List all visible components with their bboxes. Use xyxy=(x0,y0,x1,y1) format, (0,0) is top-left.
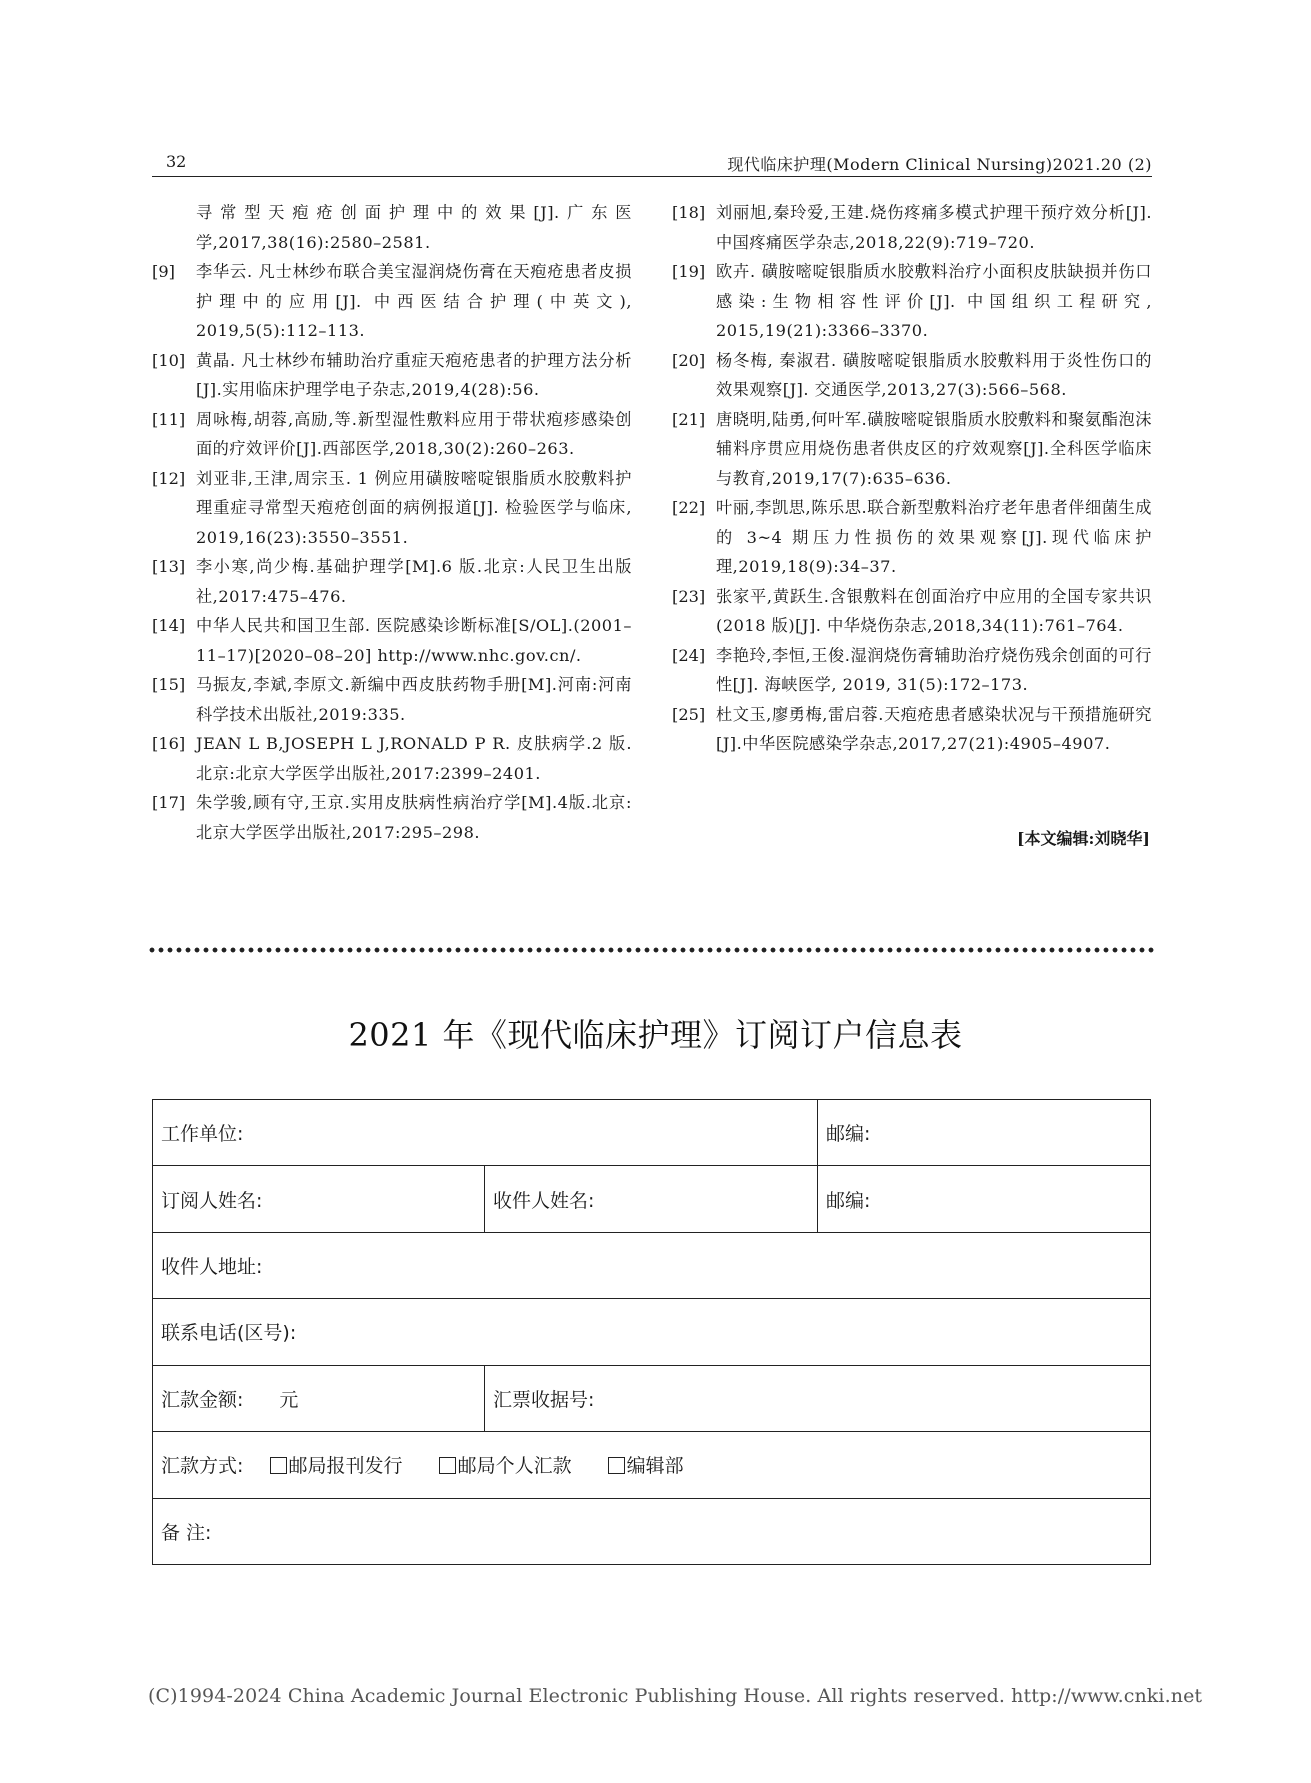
checkbox-icon[interactable] xyxy=(608,1457,625,1474)
references-right-column xyxy=(672,198,1152,759)
reference-number: [15] xyxy=(152,675,186,694)
form-row-remarks xyxy=(153,1498,1151,1564)
reference-text: 刘亚非,王津,周宗玉. 1 例应用磺胺嘧啶银脂质水胶敷料护理重症寻常型天疱疮创面的病例报道[J]. 检验医学与临床, 2019,16(23):3550–3551. xyxy=(196,468,632,547)
reference-number: [18] xyxy=(672,203,706,222)
reference-item xyxy=(152,611,632,670)
reference-text: 唐晓明,陆勇,何叶军.磺胺嘧啶银脂质水胶敷料和聚氨酯泡沫辅料序贯应用烧伤患者供皮区的疗效观察[J].全科医学临床与教育,2019,17(7):635–636. xyxy=(716,409,1152,488)
reference-item xyxy=(152,257,632,346)
reference-item: 寻常型天疱疮创面护理中的效果[J].广东医学,2017,38(16):2580–2581. xyxy=(196,203,632,252)
reference-text: 李艳玲,李恒,王俊.湿润烧伤膏辅助治疗烧伤残余创面的可行性[J]. 海峡医学, 2019, 31(5):172–173. xyxy=(716,645,1152,694)
copyright-footer: (C)1994-2024 China Academic Journal Electronic Publishing House. All rights reserved. http://www.cnki.net xyxy=(148,1685,1203,1707)
checkbox-icon[interactable] xyxy=(439,1457,456,1474)
reference-item xyxy=(672,405,1152,494)
reference-item xyxy=(672,700,1152,759)
reference-item xyxy=(152,788,632,847)
recipient-address-field[interactable]: 收件人地址: xyxy=(153,1232,1151,1298)
reference-item xyxy=(672,582,1152,641)
reference-number: [14] xyxy=(152,616,186,635)
reference-item xyxy=(152,670,632,729)
page-number: 32 xyxy=(166,152,187,171)
reference-item xyxy=(672,346,1152,405)
reference-text: 叶丽,李凯思,陈乐思.联合新型敷料治疗老年患者伴细菌生成的 3~4 期压力性损伤的效果观察[J].现代临床护理,2019,18(9):34–37. xyxy=(716,498,1152,576)
postcode-field-2[interactable]: 邮编: xyxy=(818,1166,1151,1232)
reference-number: [20] xyxy=(672,350,706,370)
phone-field[interactable]: 联系电话(区号): xyxy=(153,1299,1151,1365)
reference-number: [12] xyxy=(152,468,186,488)
reference-text: 张家平,黄跃生.含银敷料在创面治疗中应用的全国专家共识 (2018 版)[J]. 中华烧伤杂志,2018,34(11):761–764. xyxy=(716,586,1152,635)
editor-credit: [本文编辑:刘晓华] xyxy=(1016,829,1150,848)
reference-text: 刘丽旭,秦玲爱,王建.烧伤疼痛多模式护理干预疗效分析[J].中国疼痛医学杂志,2018,22(9):719–720. xyxy=(716,203,1152,252)
amount-label: 汇款金额: xyxy=(161,1388,244,1411)
reference-item xyxy=(672,257,1152,346)
form-row-names xyxy=(153,1166,1151,1232)
reference-text: 马振友,李斌,李原文.新编中西皮肤药物手册[M].河南:河南科学技术出版社,2019:335. xyxy=(196,675,632,724)
reference-text: 杨冬梅, 秦淑君. 磺胺嘧啶银脂质水胶敷料用于炎性伤口的效果观察[J]. 交通医学,2013,27(3):566–568. xyxy=(716,350,1152,399)
reference-item xyxy=(152,464,632,553)
references-left-column xyxy=(152,198,632,847)
reference-text: 周咏梅,胡蓉,高励,等.新型湿性敷料应用于带状疱疹感染创面的疗效评价[J].西部医学,2018,30(2):260–263. xyxy=(196,409,632,458)
subscription-form-table xyxy=(152,1099,1151,1565)
payment-option-post-office-distribution[interactable]: 邮局报刊发行 xyxy=(270,1455,403,1477)
yuan-label: 元 xyxy=(279,1388,299,1411)
reference-item xyxy=(152,346,632,405)
recipient-name-field[interactable]: 收件人姓名: xyxy=(485,1166,818,1232)
reference-text: 欧卉. 磺胺嘧啶银脂质水胶敷料治疗小面积皮肤缺损并伤口感染:生物相容性评价[J]. 中国组织工程研究, 2015,19(21):3366–3370. xyxy=(716,262,1152,340)
reference-text: JEAN L B,JOSEPH L J,RONALD P R. 皮肤病学.2 版.北京:北京大学医学出版社,2017:2399–2401. xyxy=(196,734,632,783)
journal-title: 现代临床护理(Modern Clinical Nursing)2021.20 (2) xyxy=(727,155,1152,174)
form-title: 2021 年《现代临床护理》订阅订户信息表 xyxy=(348,1016,963,1054)
reference-item xyxy=(152,729,632,788)
work-unit-field[interactable]: 工作单位: xyxy=(153,1100,818,1166)
payment-method-field xyxy=(153,1432,1151,1498)
reference-number: [13] xyxy=(152,557,186,576)
receipt-number-field[interactable]: 汇票收据号: xyxy=(485,1365,1151,1431)
reference-item xyxy=(152,552,632,611)
reference-number: [19] xyxy=(672,262,706,281)
decorative-divider xyxy=(148,945,1154,955)
reference-number: [24] xyxy=(672,645,706,665)
reference-number: [21] xyxy=(672,409,706,429)
reference-item xyxy=(152,405,632,464)
postcode-field[interactable]: 邮编: xyxy=(818,1100,1151,1166)
reference-number: [16] xyxy=(152,734,186,753)
subscriber-name-field[interactable]: 订阅人姓名: xyxy=(153,1166,485,1232)
reference-number: [23] xyxy=(672,586,706,606)
payment-option-editorial-office[interactable]: 编辑部 xyxy=(608,1455,684,1477)
reference-text: 中华人民共和国卫生部. 医院感染诊断标准[S/OL].(2001–11–17)[2020–08–20] http://www.nhc.gov.cn/. xyxy=(196,616,632,665)
reference-number: [25] xyxy=(672,704,706,724)
reference-number: [10] xyxy=(152,350,186,370)
reference-number: [11] xyxy=(152,409,186,429)
form-row-phone xyxy=(153,1299,1151,1365)
payment-option-post-office-remittance[interactable]: 邮局个人汇款 xyxy=(439,1455,572,1477)
payment-method-label: 汇款方式: xyxy=(161,1455,244,1478)
form-row-address xyxy=(153,1232,1151,1298)
remarks-field[interactable]: 备 注: xyxy=(153,1498,1151,1564)
reference-item xyxy=(672,641,1152,700)
running-header xyxy=(152,150,1152,177)
form-row-work-unit xyxy=(153,1100,1151,1166)
checkbox-icon[interactable] xyxy=(270,1457,287,1474)
form-row-amount xyxy=(153,1365,1151,1431)
reference-item xyxy=(672,493,1152,582)
reference-number: [17] xyxy=(152,793,186,812)
reference-text: 李小寒,尚少梅.基础护理学[M].6 版.北京:人民卫生出版社,2017:475–476. xyxy=(196,557,632,606)
reference-number: [22] xyxy=(672,498,706,517)
reference-item xyxy=(672,198,1152,257)
amount-field[interactable] xyxy=(153,1365,485,1431)
form-row-payment xyxy=(153,1432,1151,1498)
reference-text: 黄晶. 凡士林纱布辅助治疗重症天疱疮患者的护理方法分析[J].实用临床护理学电子杂志,2019,4(28):56. xyxy=(196,350,632,399)
reference-number: [9] xyxy=(152,262,175,281)
reference-text: 朱学骏,顾有守,王京.实用皮肤病性病治疗学[M].4版.北京:北京大学医学出版社,2017:295–298. xyxy=(196,793,632,842)
reference-text: 李华云. 凡士林纱布联合美宝湿润烧伤膏在天疱疮患者皮损护理中的应用[J]. 中西医结合护理(中英文), 2019,5(5):112–113. xyxy=(196,262,632,340)
reference-text: 杜文玉,廖勇梅,雷启蓉.天疱疮患者感染状况与干预措施研究[J].中华医院感染学杂志,2017,27(21):4905–4907. xyxy=(716,704,1152,753)
